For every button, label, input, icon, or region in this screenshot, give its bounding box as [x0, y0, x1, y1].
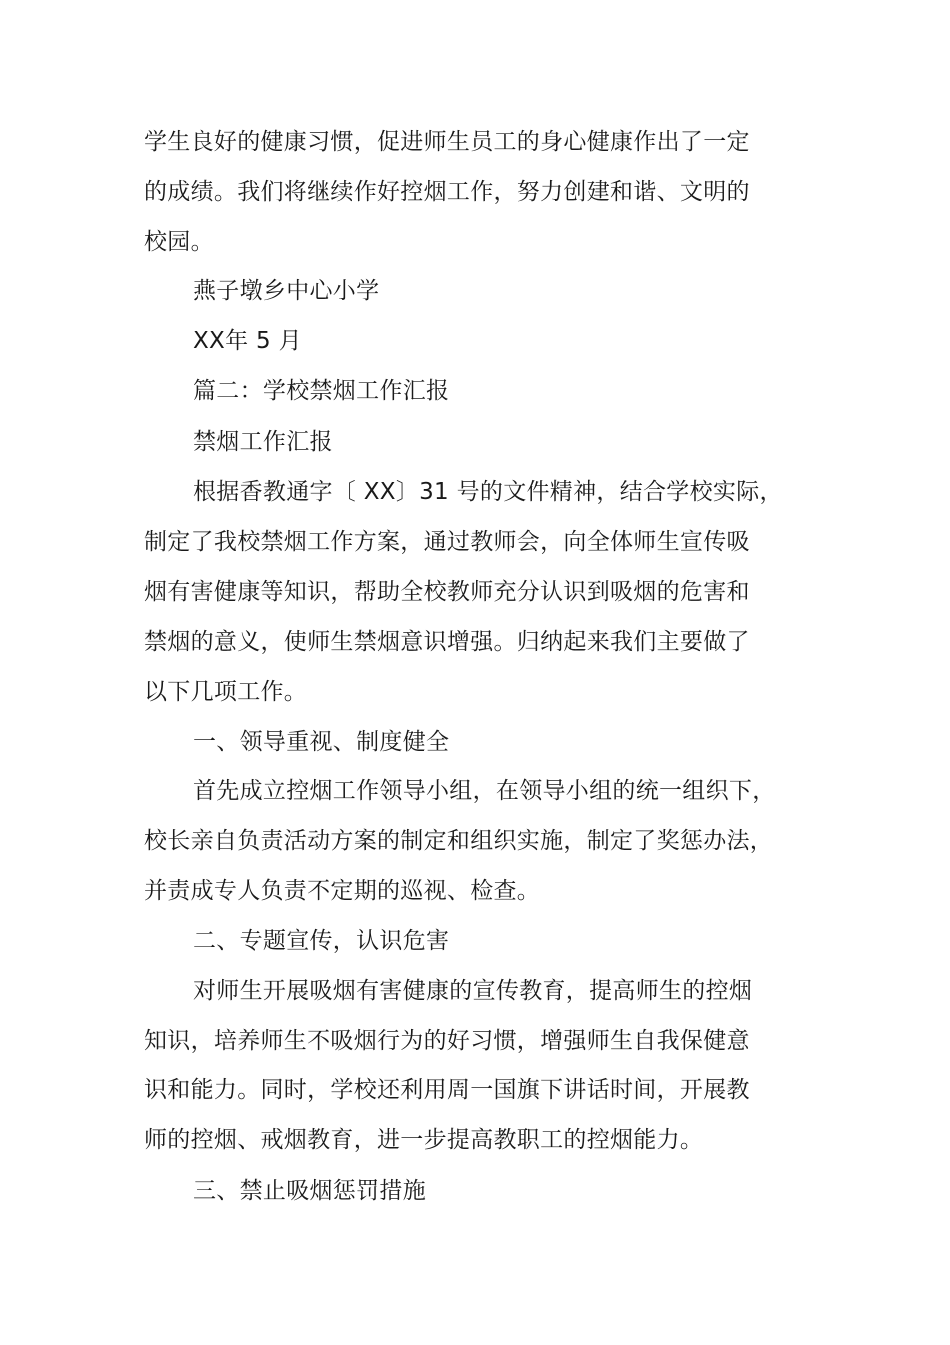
- text-line: 师的控烟、戒烟教育，进一步提高教职工的控烟能力。: [144, 1127, 704, 1153]
- signature-school: 燕子墩乡中心小学: [193, 278, 380, 304]
- signature-date: XX年 5 月: [193, 328, 302, 354]
- section-heading-2: 二、专题宣传，认识危害: [193, 928, 450, 954]
- text-line: 知识，培养师生不吸烟行为的好习惯，增强师生自我保健意: [144, 1028, 750, 1054]
- text-line: 校长亲自负责活动方案的制定和组织实施，制定了奖惩办法，: [144, 828, 774, 854]
- text-line: 禁烟的意义，使师生禁烟意识增强。归纳起来我们主要做了: [144, 629, 750, 655]
- text-line: 首先成立控烟工作领导小组，在领导小组的统一组织下，: [193, 778, 776, 804]
- section-heading-3: 三、禁止吸烟惩罚措施: [193, 1178, 426, 1204]
- text-line: 的成绩。我们将继续作好控烟工作，努力创建和谐、文明的: [144, 179, 750, 205]
- text-line: 校园。: [144, 229, 214, 255]
- report-title: 禁烟工作汇报: [193, 429, 333, 455]
- text-line: 以下几项工作。: [144, 679, 308, 705]
- text-line: 学生良好的健康习惯，促进师生员工的身心健康作出了一定: [144, 129, 750, 155]
- section-heading-1: 一、领导重视、制度健全: [193, 729, 450, 755]
- text-line: 对师生开展吸烟有害健康的宣传教育，提高师生的控烟: [193, 978, 753, 1004]
- section-title: 篇二：学校禁烟工作汇报: [193, 378, 450, 404]
- text-line: 识和能力。同时，学校还利用周一国旗下讲话时间，开展教: [144, 1077, 750, 1103]
- text-line: 并责成专人负责不定期的巡视、检查。: [144, 878, 541, 904]
- text-line: 根据香教通字〔 XX〕31 号的文件精神，结合学校实际，: [193, 479, 783, 505]
- text-line: 烟有害健康等知识，帮助全校教师充分认识到吸烟的危害和: [144, 579, 750, 605]
- text-line: 制定了我校禁烟工作方案，通过教师会，向全体师生宣传吸: [144, 529, 750, 555]
